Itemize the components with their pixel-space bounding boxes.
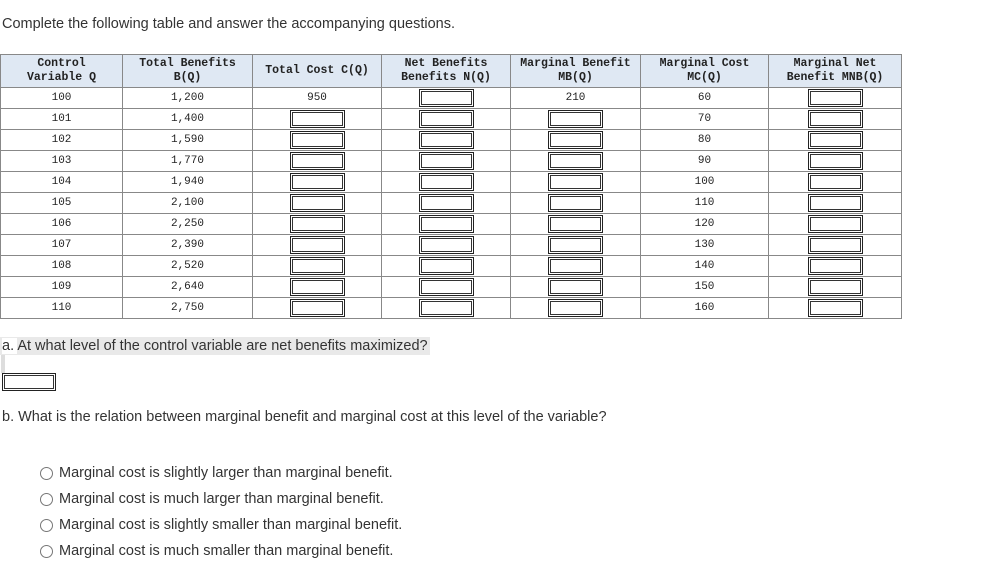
marginal-benefit-input[interactable] xyxy=(548,257,603,275)
marginal-net-benefit-cell xyxy=(769,214,902,235)
total-cost-input[interactable] xyxy=(290,110,345,128)
question-a xyxy=(0,337,430,355)
marginal-net-benefit-input[interactable] xyxy=(808,173,863,191)
marginal-benefit-cell xyxy=(511,298,641,319)
marginal-benefit-input[interactable] xyxy=(548,194,603,212)
table-row xyxy=(1,130,902,151)
total-cost-input[interactable] xyxy=(290,152,345,170)
table-row xyxy=(1,151,902,172)
marginal-cost-value: 120 xyxy=(641,214,769,235)
header-line: Total Benefits xyxy=(139,57,236,70)
header-line: Marginal Benefit xyxy=(520,57,631,70)
marginal-cost-value: 60 xyxy=(641,88,769,109)
total-cost-cell xyxy=(253,235,382,256)
net-benefit-cell xyxy=(382,277,511,298)
header-line: B(Q) xyxy=(173,71,202,84)
question-a-text: At what level of the control variable are net benefits maximized? xyxy=(17,338,428,354)
answer-focus-marker xyxy=(1,355,5,373)
control-variable-value: 104 xyxy=(1,172,123,193)
header-marginal-benefit xyxy=(511,55,641,88)
marginal-net-benefit-cell xyxy=(769,193,902,214)
radio-circle-icon[interactable] xyxy=(40,545,53,558)
marginal-cost-value: 100 xyxy=(641,172,769,193)
marginal-cost-value: 70 xyxy=(641,109,769,130)
radio-circle-icon[interactable] xyxy=(40,519,53,532)
total-benefit-value: 2,250 xyxy=(123,214,253,235)
header-marginal-net-benefit xyxy=(769,55,902,88)
net-benefit-cell xyxy=(382,151,511,172)
marginal-benefit-cell xyxy=(511,214,641,235)
total-benefit-value: 2,100 xyxy=(123,193,253,214)
benefits-cost-table xyxy=(0,54,902,319)
total-cost-cell xyxy=(253,214,382,235)
header-line: Benefit MNB(Q) xyxy=(786,71,884,84)
marginal-benefit-cell xyxy=(511,151,641,172)
marginal-benefit-cell xyxy=(511,277,641,298)
total-benefit-value: 2,640 xyxy=(123,277,253,298)
option-label: Marginal cost is much larger than marginal benefit. xyxy=(59,491,384,507)
marginal-benefit-cell xyxy=(511,193,641,214)
marginal-net-benefit-input[interactable] xyxy=(808,194,863,212)
control-variable-value: 105 xyxy=(1,193,123,214)
total-cost-cell xyxy=(253,298,382,319)
table-row xyxy=(1,256,902,277)
question-b: b. What is the relation between marginal benefit and marginal cost at this level of the variable? xyxy=(2,409,607,425)
header-line: Benefits N(Q) xyxy=(401,71,491,84)
option-label: Marginal cost is slightly larger than marginal benefit. xyxy=(59,465,393,481)
marginal-cost-value: 110 xyxy=(641,193,769,214)
marginal-benefit-input[interactable] xyxy=(548,152,603,170)
total-benefit-value: 1,940 xyxy=(123,172,253,193)
net-benefit-cell xyxy=(382,256,511,277)
net-benefit-cell xyxy=(382,130,511,151)
marginal-net-benefit-cell xyxy=(769,235,902,256)
total-cost-input[interactable] xyxy=(290,173,345,191)
control-variable-value: 102 xyxy=(1,130,123,151)
table-row xyxy=(1,172,902,193)
header-line: MC(Q) xyxy=(687,71,722,84)
total-cost-input[interactable] xyxy=(290,278,345,296)
total-cost-cell xyxy=(253,130,382,151)
header-marginal-cost xyxy=(641,55,769,88)
net-benefit-input[interactable] xyxy=(419,194,474,212)
control-variable-value: 108 xyxy=(1,256,123,277)
marginal-benefit-cell xyxy=(511,109,641,130)
marginal-net-benefit-cell xyxy=(769,256,902,277)
control-variable-value: 107 xyxy=(1,235,123,256)
total-cost-input[interactable] xyxy=(290,215,345,233)
option-radio-1[interactable] xyxy=(40,460,402,486)
total-cost-input[interactable] xyxy=(290,194,345,212)
marginal-cost-value: 140 xyxy=(641,256,769,277)
marginal-benefit-input[interactable] xyxy=(548,278,603,296)
table-row xyxy=(1,88,902,109)
header-line: Control xyxy=(37,57,86,70)
marginal-cost-value: 90 xyxy=(641,151,769,172)
net-benefit-cell xyxy=(382,88,511,109)
net-benefit-input[interactable] xyxy=(419,131,474,149)
marginal-benefit-input[interactable] xyxy=(548,215,603,233)
table-header-row xyxy=(1,55,902,88)
table-body xyxy=(1,88,902,319)
marginal-net-benefit-input[interactable] xyxy=(808,278,863,296)
net-benefit-input[interactable] xyxy=(419,215,474,233)
net-benefit-cell xyxy=(382,214,511,235)
marginal-benefit-input[interactable] xyxy=(548,299,603,317)
net-benefit-cell xyxy=(382,235,511,256)
marginal-net-benefit-cell xyxy=(769,277,902,298)
marginal-cost-value: 150 xyxy=(641,277,769,298)
total-cost-cell xyxy=(253,172,382,193)
option-radio-3[interactable] xyxy=(40,512,402,538)
marginal-net-benefit-input[interactable] xyxy=(808,215,863,233)
net-benefit-cell xyxy=(382,172,511,193)
net-benefit-input[interactable] xyxy=(419,299,474,317)
marginal-benefit-cell xyxy=(511,235,641,256)
total-cost-cell xyxy=(253,256,382,277)
marginal-benefit-cell xyxy=(511,172,641,193)
table-row xyxy=(1,109,902,130)
header-line: MB(Q) xyxy=(558,71,593,84)
net-benefit-cell xyxy=(382,298,511,319)
marginal-net-benefit-input[interactable] xyxy=(808,257,863,275)
total-cost-cell xyxy=(253,193,382,214)
marginal-net-benefit-cell xyxy=(769,298,902,319)
control-variable-value: 106 xyxy=(1,214,123,235)
marginal-cost-value: 80 xyxy=(641,130,769,151)
net-benefit-input[interactable] xyxy=(419,236,474,254)
marginal-benefit-input[interactable] xyxy=(548,236,603,254)
total-cost-input[interactable] xyxy=(290,299,345,317)
total-cost-input[interactable] xyxy=(290,236,345,254)
table-row xyxy=(1,277,902,298)
header-total-cost xyxy=(253,55,382,88)
marginal-net-benefit-cell xyxy=(769,130,902,151)
instructions: Complete the following table and answer the accompanying questions. xyxy=(2,16,455,32)
marginal-net-benefit-cell xyxy=(769,88,902,109)
control-variable-value: 110 xyxy=(1,298,123,319)
total-benefit-value: 2,750 xyxy=(123,298,253,319)
radio-circle-icon[interactable] xyxy=(40,467,53,480)
option-label: Marginal cost is much smaller than marginal benefit. xyxy=(59,543,394,559)
option-label: Marginal cost is slightly smaller than marginal benefit. xyxy=(59,517,403,533)
header-control-variable xyxy=(1,55,123,88)
question-a-answer-input[interactable] xyxy=(2,373,56,391)
total-benefit-value: 1,400 xyxy=(123,109,253,130)
marginal-net-benefit-input[interactable] xyxy=(808,299,863,317)
header-total-benefits xyxy=(123,55,253,88)
header-net-benefits xyxy=(382,55,511,88)
marginal-net-benefit-input[interactable] xyxy=(808,110,863,128)
table-row xyxy=(1,235,902,256)
net-benefit-input[interactable] xyxy=(419,89,474,107)
marginal-net-benefit-cell xyxy=(769,151,902,172)
table-row xyxy=(1,298,902,319)
header-line: Total Cost C(Q) xyxy=(265,64,369,77)
total-cost-cell xyxy=(253,277,382,298)
net-benefit-input[interactable] xyxy=(419,152,474,170)
control-variable-value: 101 xyxy=(1,109,123,130)
marginal-net-benefit-input[interactable] xyxy=(808,152,863,170)
table-row xyxy=(1,214,902,235)
total-benefit-value: 1,590 xyxy=(123,130,253,151)
total-cost-cell xyxy=(253,151,382,172)
total-cost-value: 950 xyxy=(253,88,382,109)
total-cost-cell xyxy=(253,109,382,130)
marginal-net-benefit-input[interactable] xyxy=(808,89,863,107)
header-line: Marginal Net xyxy=(793,57,877,70)
net-benefit-input[interactable] xyxy=(419,173,474,191)
option-radio-2[interactable] xyxy=(40,486,402,512)
total-benefit-value: 2,520 xyxy=(123,256,253,277)
total-benefit-value: 2,390 xyxy=(123,235,253,256)
marginal-cost-value: 160 xyxy=(641,298,769,319)
marginal-benefit-input[interactable] xyxy=(548,173,603,191)
marginal-net-benefit-input[interactable] xyxy=(808,131,863,149)
option-radio-4[interactable] xyxy=(40,538,402,564)
question-a-prefix: a. xyxy=(2,338,18,354)
radio-circle-icon[interactable] xyxy=(40,493,53,506)
marginal-net-benefit-input[interactable] xyxy=(808,236,863,254)
header-line: Variable Q xyxy=(26,71,96,84)
net-benefit-input[interactable] xyxy=(419,110,474,128)
total-cost-input[interactable] xyxy=(290,131,345,149)
net-benefit-input[interactable] xyxy=(419,278,474,296)
marginal-benefit-cell xyxy=(511,256,641,277)
marginal-net-benefit-cell xyxy=(769,109,902,130)
marginal-benefit-input[interactable] xyxy=(548,110,603,128)
marginal-benefit-value: 210 xyxy=(511,88,641,109)
total-benefit-value: 1,200 xyxy=(123,88,253,109)
table-row xyxy=(1,193,902,214)
marginal-benefit-cell xyxy=(511,130,641,151)
control-variable-value: 100 xyxy=(1,88,123,109)
net-benefit-cell xyxy=(382,193,511,214)
net-benefit-input[interactable] xyxy=(419,257,474,275)
control-variable-value: 103 xyxy=(1,151,123,172)
total-cost-input[interactable] xyxy=(290,257,345,275)
marginal-cost-value: 130 xyxy=(641,235,769,256)
net-benefit-cell xyxy=(382,109,511,130)
marginal-benefit-input[interactable] xyxy=(548,131,603,149)
total-benefit-value: 1,770 xyxy=(123,151,253,172)
question-b-options xyxy=(40,460,402,564)
header-line: Marginal Cost xyxy=(659,57,750,70)
control-variable-value: 109 xyxy=(1,277,123,298)
marginal-net-benefit-cell xyxy=(769,172,902,193)
header-line: Net Benefits xyxy=(404,57,488,70)
